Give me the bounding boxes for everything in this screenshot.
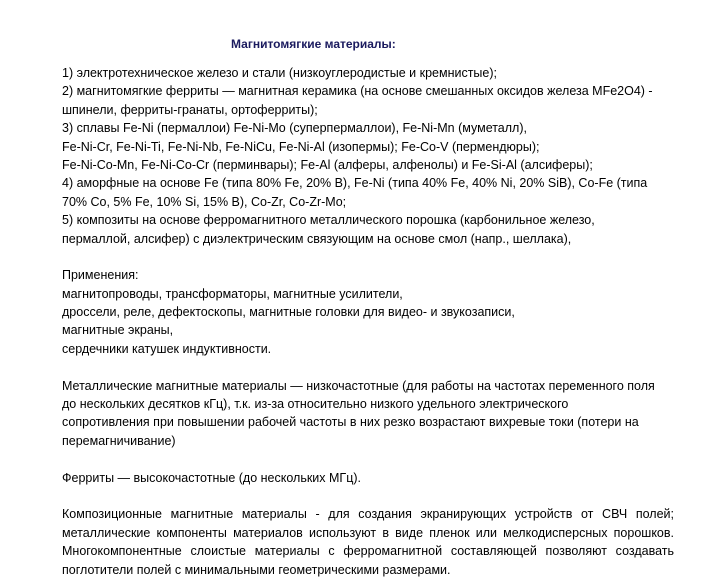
paragraph-line: перемагничивание) bbox=[62, 433, 176, 448]
applications-section bbox=[62, 266, 674, 358]
paragraph-line: металлические компоненты материалов используют в виде пленок или мелкодисперсных порошков. bbox=[62, 525, 674, 540]
page-title: Магнитомягкие материалы: bbox=[231, 37, 396, 51]
paragraph-line: поглотители полей с минимальными геометрическими размерами. bbox=[62, 562, 451, 577]
spacer bbox=[62, 248, 674, 266]
paragraph-line: Многокомпонентные слоистые материалы с ферромагнитной составляющей позволяют создавать bbox=[62, 544, 674, 559]
spacer bbox=[62, 487, 674, 505]
paragraph-line: Металлические магнитные материалы — низкочастотные (для работы на частотах переменного поля bbox=[62, 378, 655, 393]
list-item: Fe-Ni-Co-Mn, Fe-Ni-Co-Cr (перминвары); Fe-Al (алферы, алфенолы) и Fe-Si-Al (алсиферы); bbox=[62, 157, 593, 172]
applications-heading: Применения: bbox=[62, 268, 139, 283]
paragraph-line: сопротивления при повышении рабочей частоты в них резко возрастают вихревые токи (потери на bbox=[62, 415, 639, 430]
spacer bbox=[62, 358, 674, 376]
list-item: шпинели, ферриты-гранаты, ортоферриты); bbox=[62, 102, 318, 117]
ferrites-paragraph: Ферриты — высокочастотные (до нескольких МГц). bbox=[62, 470, 361, 485]
list-item: 2) магнитомягкие ферриты — магнитная керамика (на основе смешанных оксидов железа MFe2O4) - bbox=[62, 84, 653, 99]
list-item: 5) композиты на основе ферромагнитного металлического порошка (карбонильное железо, bbox=[62, 213, 595, 228]
list-item: пермаллой, алсифер) с диэлектрическим связующим на основе смол (напр., шеллака), bbox=[62, 231, 572, 246]
body-text bbox=[62, 64, 674, 579]
applications-line: магнитопроводы, трансформаторы, магнитные усилители, bbox=[62, 286, 403, 301]
spacer bbox=[62, 450, 674, 468]
applications-line: дроссели, реле, дефектоскопы, магнитные головки для видео- и звукозаписи, bbox=[62, 305, 515, 320]
list-item: 3) сплавы Fe-Ni (пермаллои) Fe-Ni-Mo (суперпермаллои), Fe-Ni-Mn (муметалл), bbox=[62, 121, 527, 136]
applications-line: магнитные экраны, bbox=[62, 323, 174, 338]
paragraph-line: до нескольких десятков кГц), т.к. из-за относительно низкого удельного электрического bbox=[62, 397, 569, 412]
materials-list bbox=[62, 64, 674, 248]
paragraph-line: Композиционные магнитные материалы - для создания экранирующих устройств от СВЧ полей; bbox=[62, 507, 674, 522]
list-item: Fe-Ni-Cr, Fe-Ni-Ti, Fe-Ni-Nb, Fe-NiCu, Fe-Ni-Al (изопермы); Fe-Co-V (пермендюры); bbox=[62, 139, 540, 154]
list-item: 70% Co, 5% Fe, 10% Si, 15% B), Co-Zr, Co-Zr-Mo; bbox=[62, 194, 347, 209]
list-item: 4) аморфные на основе Fe (типа 80% Fe, 20% B), Fe-Ni (типа 40% Fe, 40% Ni, 20% SiB), Co-Fe (типа bbox=[62, 176, 648, 191]
applications-line: сердечники катушек индуктивности. bbox=[62, 341, 272, 356]
metallic-paragraph bbox=[62, 377, 674, 451]
composites-paragraph bbox=[62, 505, 674, 579]
list-item: 1) электротехническое железо и стали (низкоуглеродистые и кремнистые); bbox=[62, 66, 497, 80]
